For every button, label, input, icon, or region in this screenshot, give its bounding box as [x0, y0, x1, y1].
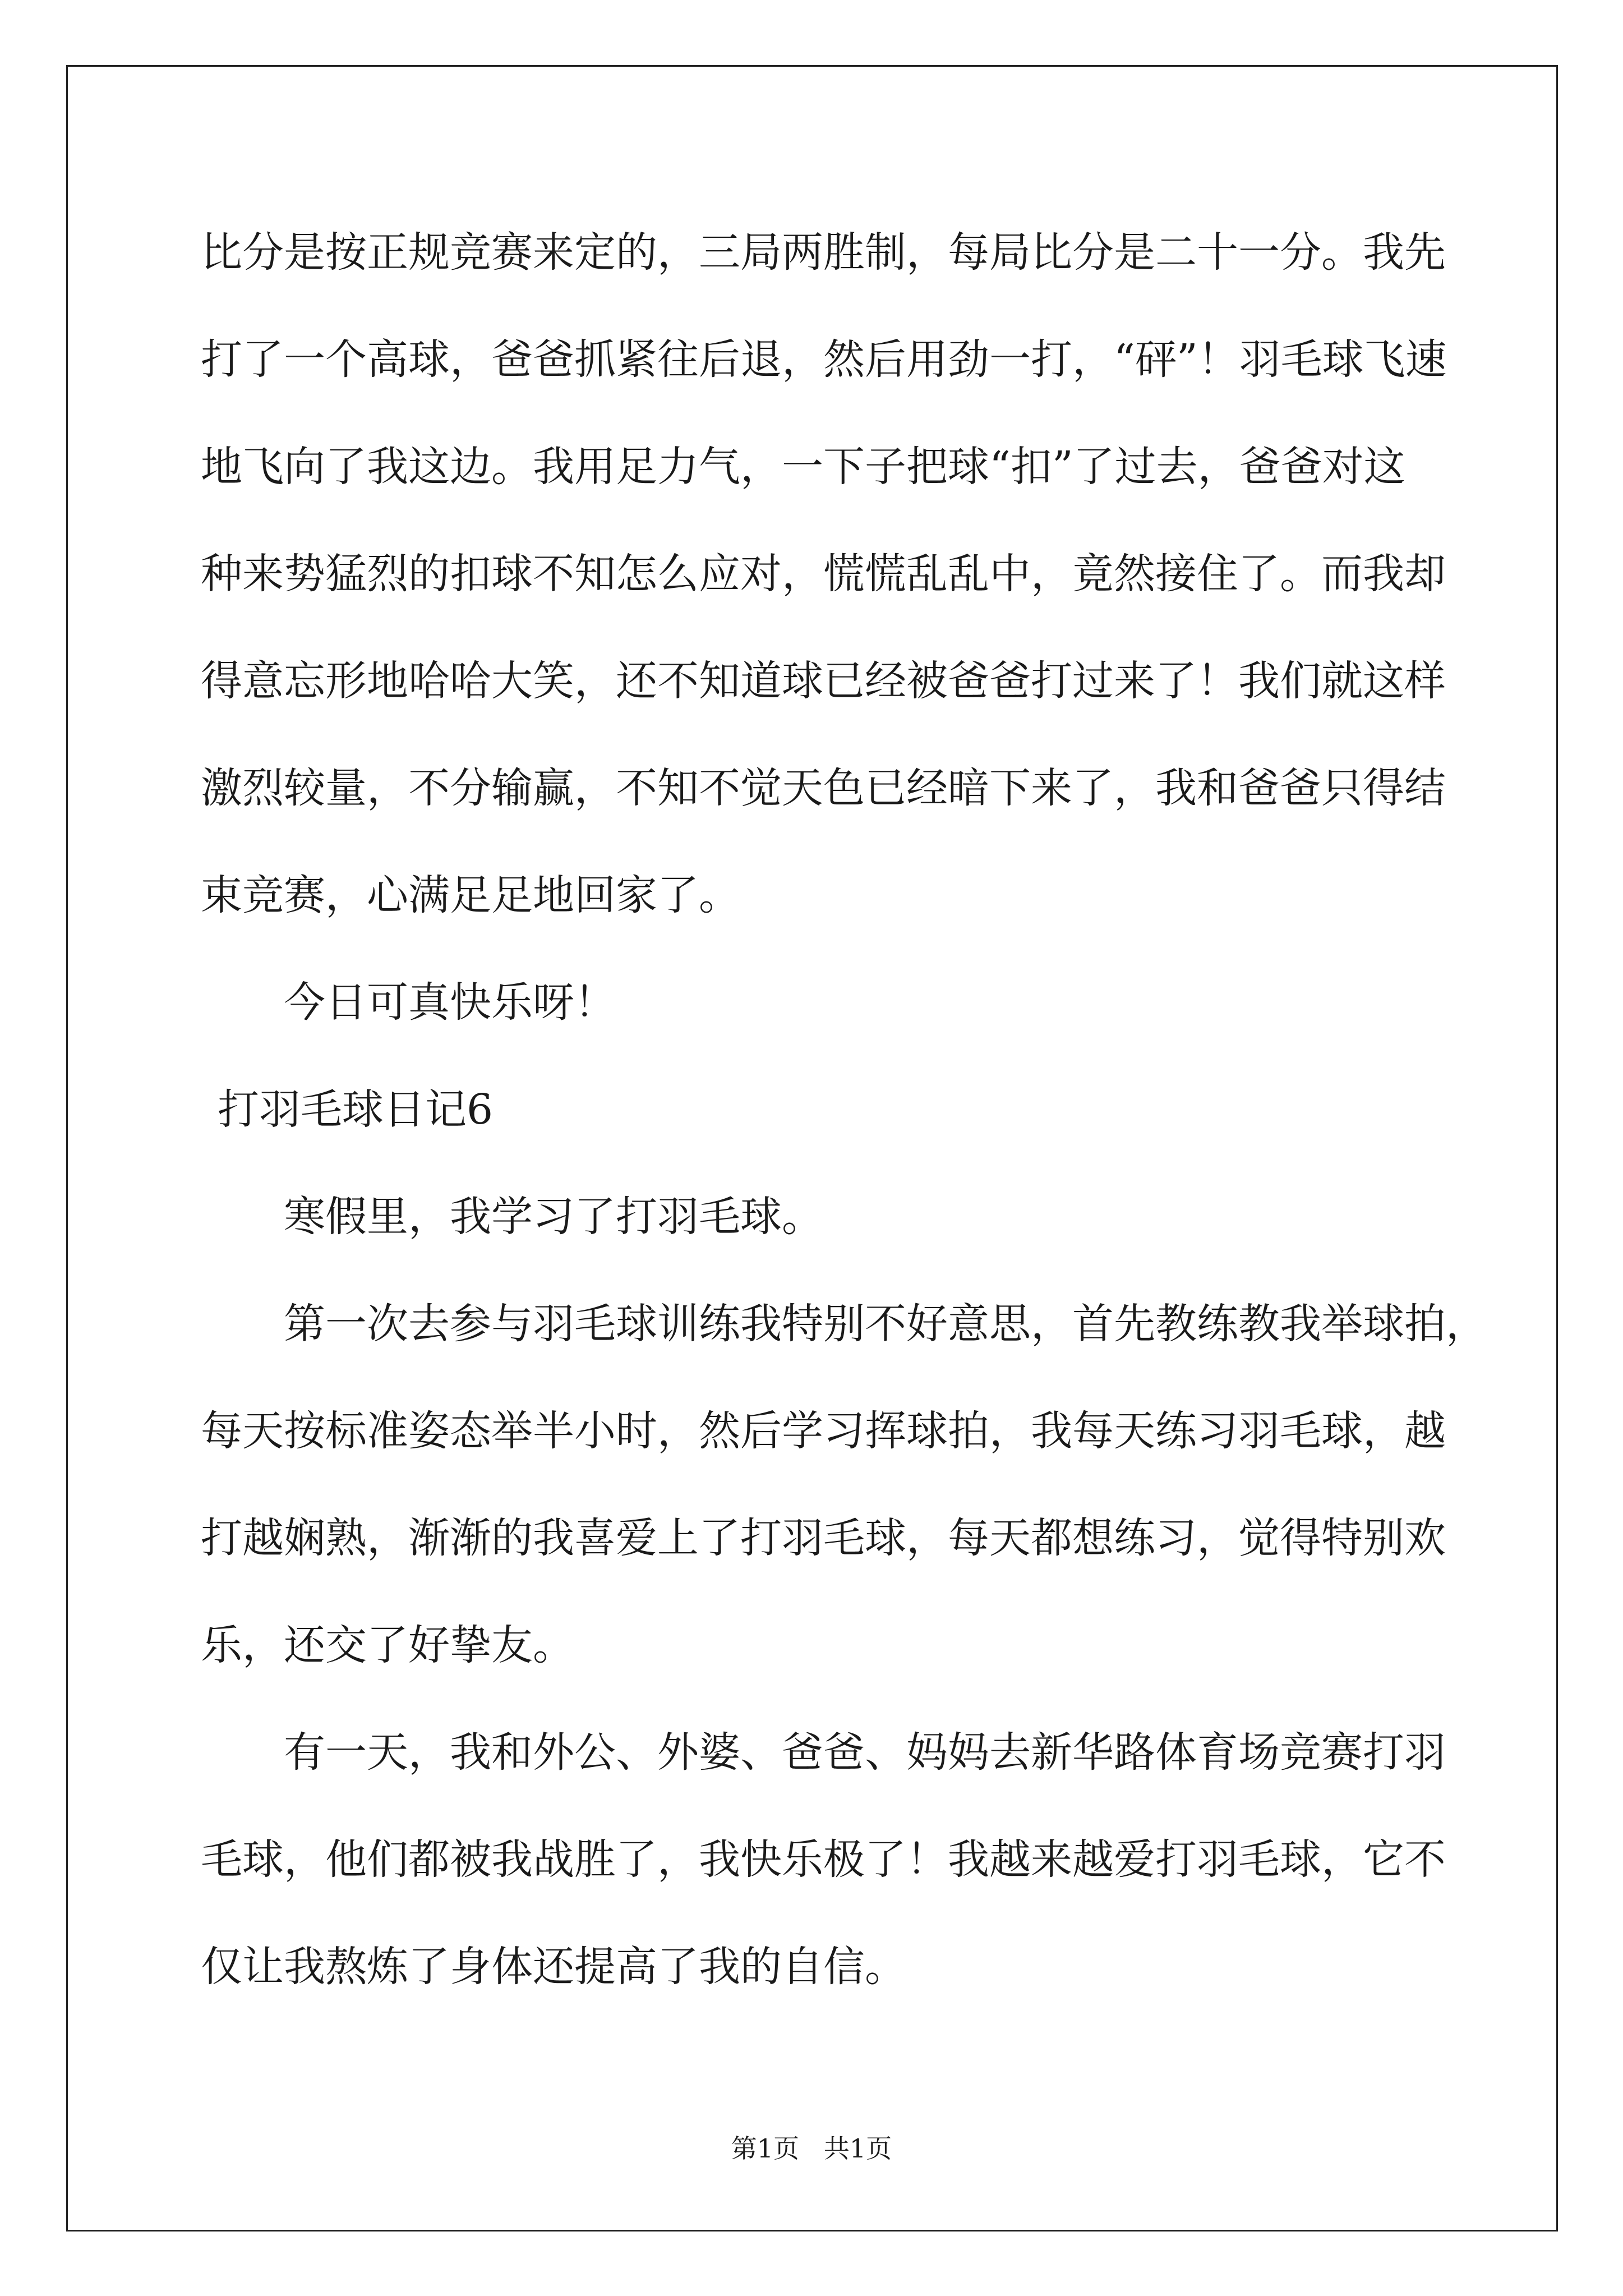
paragraph-line: 有一天，我和外公、外婆、爸爸、妈妈去新华路体育场竞赛打羽: [284, 1728, 1446, 1777]
paragraph-line: 第一次去参与羽毛球训练我特别不好意思，首先教练教我举球拍，: [284, 1300, 1487, 1348]
body-text-line: 地飞向了我这边。我用足力气，一下子把球“扣”了过去，爸爸对这: [201, 443, 1405, 491]
page-footer: 第1页 共1页: [731, 2133, 892, 2164]
body-text-line: 种来势猛烈的扣球不知怎么应对，慌慌乱乱中，竟然接住了。而我却: [201, 550, 1446, 598]
body-text-line: 打了一个高球，爸爸抓紧往后退，然后用劲一打，“砰”！羽毛球飞速: [201, 335, 1447, 384]
body-text-line: 每天按标准姿态举半小时，然后学习挥球拍，我每天练习羽毛球，越: [201, 1407, 1446, 1455]
page-border: [66, 65, 1558, 2231]
body-text-line: 激烈较量，不分输赢，不知不觉天色已经暗下来了，我和爸爸只得结: [201, 764, 1446, 812]
body-text-line: 束竞赛，心满足足地回家了。: [201, 871, 740, 919]
body-text-line: 打越娴熟，渐渐的我喜爱上了打羽毛球，每天都想练习，觉得特别欢: [201, 1514, 1446, 1562]
paragraph-line: 今日可真快乐呀！: [284, 978, 616, 1027]
body-text-line: 比分是按正规竞赛来定的，三局两胜制，每局比分是二十一分。我先: [201, 228, 1446, 277]
body-text-line: 仅让我熬炼了身体还提高了我的自信。: [201, 1943, 906, 1991]
body-text-line: 毛球，他们都被我战胜了，我快乐极了！我越来越爱打羽毛球，它不: [201, 1835, 1446, 1884]
section-heading: 打羽毛球日记6: [218, 1085, 494, 1134]
body-text-line: 乐，还交了好挚友。: [201, 1621, 574, 1669]
body-text-line: 得意忘形地哈哈大笑，还不知道球已经被爸爸打过来了！我们就这样: [201, 657, 1446, 705]
paragraph-line: 寒假里，我学习了打羽毛球。: [284, 1193, 823, 1241]
